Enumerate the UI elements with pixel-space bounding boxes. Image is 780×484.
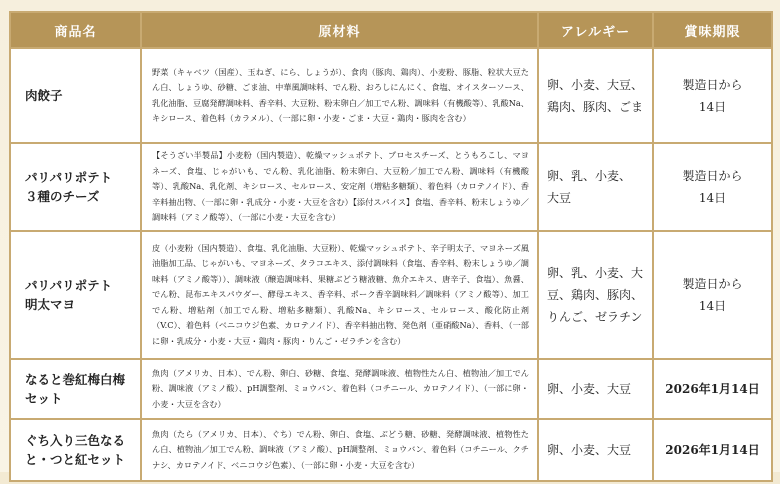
allergy-cell: 卵、小麦、大豆、鶏肉、豚肉、ごま xyxy=(538,48,653,143)
header-allergy: アレルギー xyxy=(538,12,653,48)
allergy-cell xyxy=(538,143,653,231)
product-name-text: ぐち入り三色なると・つと紅セット xyxy=(25,433,126,467)
expiry-cell xyxy=(653,231,772,359)
table-row xyxy=(10,419,772,481)
allergy-cell: 卵、小麦、大豆 xyxy=(538,419,653,481)
expiry-text: 製造日から14日 xyxy=(682,77,743,114)
product-table xyxy=(9,11,773,482)
allergy-cell: 卵、小麦、大豆 xyxy=(538,359,653,419)
product-name xyxy=(10,231,141,359)
table-row xyxy=(10,231,772,359)
header-ingredients: 原材料 xyxy=(141,12,538,48)
ingredients-cell: 【そうざい半製品】小麦粉（国内製造）、乾燥マッシュポテト、プロセスチーズ、とうもろこし、マヨネーズ、食塩、じゃがいも、でん粉、乳化油脂、粉末卵白、大豆粉／加工でん粉、調味料（有機酸等）、乳酸Na、乳化剤、キシロース、セルロース、安定剤（増粘多糖類）、着色料（カロテノイド）、香辛料抽出物、（一部に卵・乳成分・小麦・大豆を含む）【添付スパイス】食塩、香辛料、粉末しょうゆ／調味料（アミノ酸等）、（一部に小麦・大豆を含む） xyxy=(141,143,538,231)
expiry-cell: 2026年1月14日 xyxy=(653,359,772,419)
expiry-text: 製造日から14日 xyxy=(682,277,743,313)
expiry-text: 製造日から14日 xyxy=(682,169,743,205)
product-name xyxy=(10,419,141,481)
product-name xyxy=(10,359,141,419)
product-name xyxy=(10,143,141,231)
header-row xyxy=(10,12,772,48)
allergy-text: 卵、乳、小麦、大豆、鶏肉、豚肉、りんご、ゼラチン xyxy=(547,266,644,324)
table-row xyxy=(10,143,772,231)
allergy-text: 卵、乳、小麦、大豆 xyxy=(547,169,632,205)
ingredients-cell: 魚肉（アメリカ、日本）、でん粉、卵白、砂糖、食塩、発酵調味液、植物性たん白、植物油／加工でん粉、調味液（アミノ酸）、pH調整剤、ミョウバン、着色料（コチニール、カロテノイド）、（一部に卵・小麦・大豆を含む） xyxy=(141,359,538,419)
expiry-cell: 2026年1月14日 xyxy=(653,419,772,481)
expiry-cell xyxy=(653,143,772,231)
allergy-cell xyxy=(538,231,653,359)
expiry-cell xyxy=(653,48,772,143)
product-name xyxy=(10,48,141,143)
product-name-text: パリパリポテト明太マヨ xyxy=(25,278,113,312)
ingredients-cell: 野菜（キャベツ（国産）、玉ねぎ、にら、しょうが）、食肉（豚肉、鶏肉）、小麦粉、豚脂、粒状大豆たん白、しょうゆ、砂糖、ごま油、中華風調味料、でん粉、おろしにんにく、食塩、オイスターソース、乳化油脂、豆腐発酵調味料、香辛料、大豆粉、粉末卵白／加工でん粉、調味料（有機酸等）、乳酸Na、キシロース、着色料（カラメル）、（一部に卵・小麦・ごま・大豆・鶏肉・豚肉を含む） xyxy=(141,48,538,143)
product-name-text: 肉餃子 xyxy=(25,88,63,103)
table-row xyxy=(10,48,772,143)
header-expiry: 賞味期限 xyxy=(653,12,772,48)
table-row xyxy=(10,359,772,419)
product-name-text: なると巻紅梅白梅セット xyxy=(25,372,126,406)
ingredients-cell: 皮（小麦粉（国内製造）、食塩、乳化油脂、大豆粉）、乾燥マッシュポテト、辛子明太子、マヨネーズ風油脂加工品、じゃがいも、マヨネーズ、タラコエキス、添付調味料（食塩、香辛料、粉末しょうゆ／調味料（アミノ酸等））、調味液（醸造調味料、果糖ぶどう糖液糖、魚介エキス、唐辛子、食塩）、魚醤、でん粉、昆布エキスパウダー、酵母エキス、香辛料、ポーク香辛調味料／調味料（アミノ酸等）、加工でん粉、増粘剤（加工でん粉、増粘多糖類）、乳酸Na、キシロース、セルロース、酸化防止剤（V.C）、着色料（ベニコウジ色素、カロテノイド）、香辛料抽出物、発色剤（亜硝酸Na）、香料、（一部に卵・乳成分・小麦・大豆・鶏肉・豚肉・りんご・ゼラチンを含む） xyxy=(141,231,538,359)
header-name: 商品名 xyxy=(10,12,141,48)
ingredients-cell: 魚肉（たら（アメリカ、日本）、ぐち）でん粉、卵白、食塩、ぶどう糖、砂糖、発酵調味液、植物性たん白、植物油／加工でん粉、調味液（アミノ酸）、pH調整剤、ミョウバン、着色料（コチニール、クチナシ、カロテノイド、ベニコウジ色素）、（一部に卵・小麦・大豆を含む） xyxy=(141,419,538,481)
product-name-text: パリパリポテト３種のチーズ xyxy=(25,170,113,204)
